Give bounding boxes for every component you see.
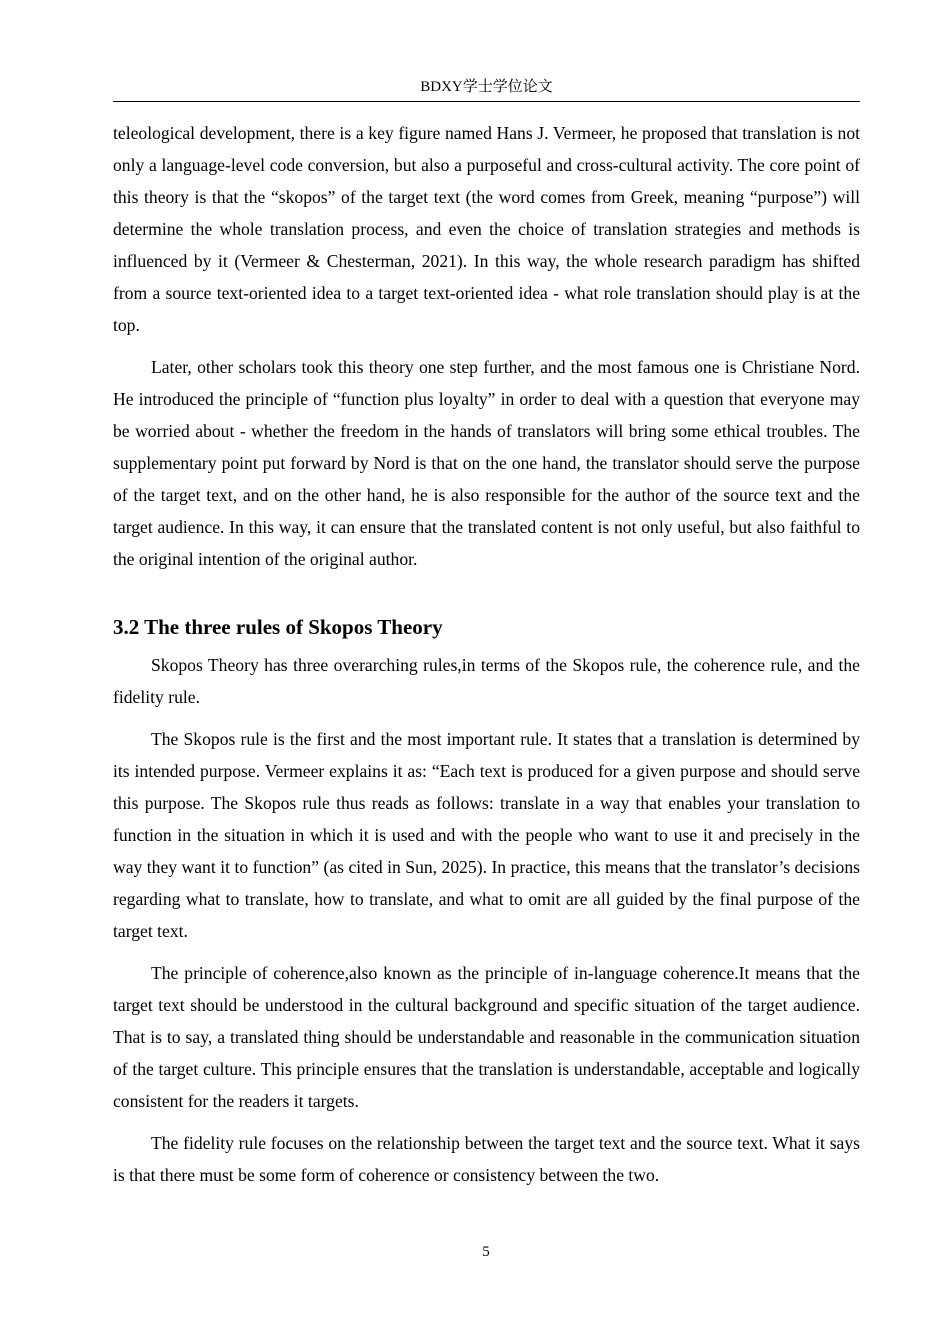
body-text — [113, 117, 860, 1191]
paragraph-coherence-rule: The principle of coherence,also known as the principle of in-language coherence.It means that the target text should be understood in the cultural background and specific situation of the target audience. That is to say, a translated thing should be understandable and reasonable in the communication situation of the target culture. This principle ensures that the translation is understandable, acceptable and logically consistent for the readers it targets. — [113, 963, 860, 1111]
section-heading: 3.2 The three rules of Skopos Theory — [113, 615, 443, 639]
paragraph-nord-loyalty: Later, other scholars took this theory one step further, and the most famous one is Christiane Nord. He introduced the principle of “function plus loyalty” in order to deal with a question that everyone may be worried about - whether the freedom in the hands of translators will bring some ethical troubles. The supplementary point put forward by Nord is that on the one hand, the translator should serve the purpose of the target text, and on the other hand, he is also responsible for the author of the source text and the target audience. In this way, it can ensure that the translated content is not only useful, but also faithful to the original intention of the original author. — [113, 357, 860, 569]
paragraph-skopos-rule: The Skopos rule is the first and the most important rule. It states that a translation is determined by its intended purpose. Vermeer explains it as: “Each text is produced for a given purpose and should serve this purpose. The Skopos rule thus reads as follows: translate in a way that enables your translation to function in the situation in which it is used and with the people who want to use it and precisely in the way they want it to function” (as cited in Sun, 2025). In practice, this means that the translator’s decisions regarding what to translate, how to translate, and what to omit are all guided by the final purpose of the target text. — [113, 729, 860, 941]
paragraph-three-rules-intro: Skopos Theory has three overarching rules,in terms of the Skopos rule, the coherence rule, and the fidelity rule. — [113, 655, 860, 707]
page-number: 5 — [482, 1244, 490, 1260]
paragraph-teleological-development: teleological development, there is a key figure named Hans J. Vermeer, he proposed that translation is not only a language-level code conversion, but also a purposeful and cross-cultural activity. The core point of this theory is that the “skopos” of the target text (the word comes from Greek, meaning “purpose”) will determine the whole translation process, and even the choice of translation strategies and methods is influenced by it (Vermeer & Chesterman, 2021). In this way, the whole research paradigm has shifted from a source text-oriented idea to a target text-oriented idea - what role translation should play is at the top. — [113, 123, 860, 335]
paragraph-fidelity-rule: The fidelity rule focuses on the relationship between the target text and the source text. What it says is that there must be some form of coherence or consistency between the two. — [113, 1133, 860, 1185]
running-header: BDXY学士学位论文 — [113, 77, 860, 102]
